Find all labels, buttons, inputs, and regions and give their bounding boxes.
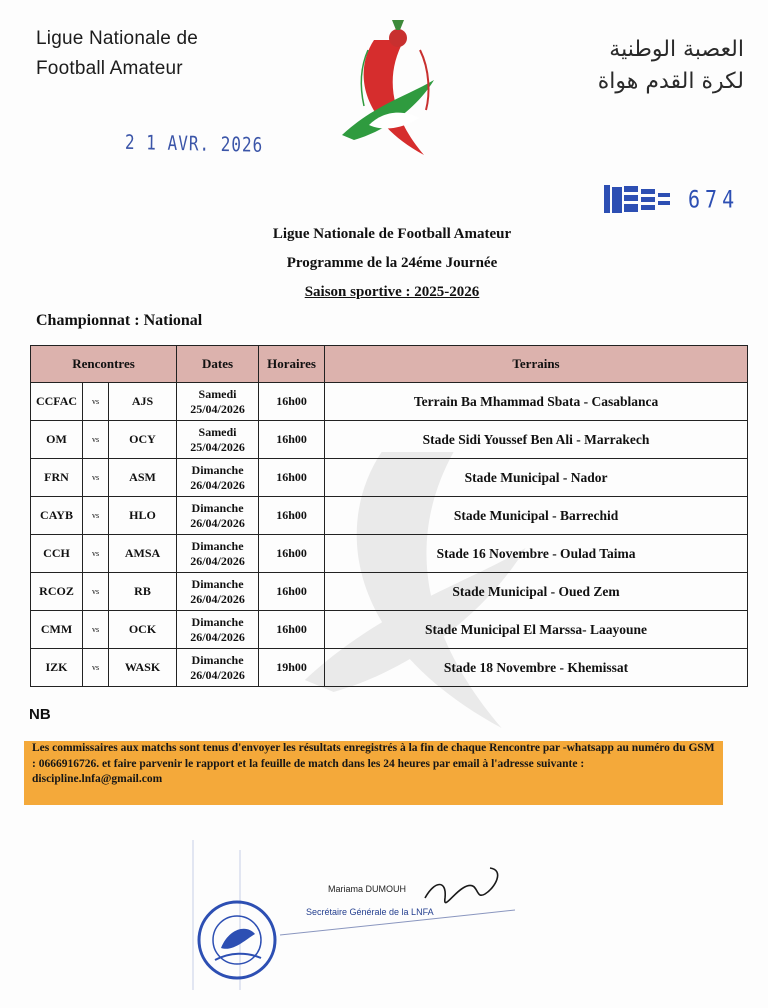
table-row [31, 383, 748, 421]
match-venue: Stade Municipal - Nador [325, 459, 748, 497]
match-time: 16h00 [259, 421, 325, 459]
match-date [177, 421, 259, 459]
match-time: 16h00 [259, 535, 325, 573]
match-venue: Stade Municipal - Oued Zem [325, 573, 748, 611]
schedule-table [30, 345, 748, 687]
match-date-value: 26/04/2026 [190, 477, 245, 492]
vs-label: vs [83, 459, 109, 497]
match-date-value: 25/04/2026 [190, 439, 245, 454]
header-venues: Terrains [325, 346, 748, 383]
table-row [31, 611, 748, 649]
match-venue: Stade 18 Novembre - Khemissat [325, 649, 748, 687]
match-date [177, 649, 259, 687]
org-name-french-line1: Ligue Nationale de [36, 28, 199, 49]
match-time: 16h00 [259, 383, 325, 421]
match-day: Dimanche [191, 652, 244, 667]
away-team: OCK [109, 611, 177, 649]
home-team: IZK [31, 649, 83, 687]
table-row [31, 573, 748, 611]
reference-barcode-icon [604, 183, 686, 215]
away-team: OCY [109, 421, 177, 459]
table-header-row [31, 346, 748, 383]
table-row [31, 497, 748, 535]
match-day: Dimanche [191, 576, 244, 591]
org-name-arabic [598, 34, 744, 98]
championship-label: Championnat : National [36, 312, 203, 329]
match-venue: Terrain Ba Mhammad Sbata - Casablanca [325, 383, 748, 421]
match-date-value: 26/04/2026 [190, 515, 245, 530]
header-dates: Dates [177, 346, 259, 383]
season-title: Saison sportive : 2025-2026 [304, 284, 480, 300]
match-day: Dimanche [191, 538, 244, 553]
table-row [31, 649, 748, 687]
home-team: FRN [31, 459, 83, 497]
vs-label: vs [83, 573, 109, 611]
org-name-french [36, 24, 198, 84]
signatory-title: Secrétaire Générale de la LNFA [306, 907, 434, 917]
home-team: CMM [31, 611, 83, 649]
org-name-arabic-line2: لكرة القدم هواة [597, 69, 744, 94]
match-day: Dimanche [191, 462, 244, 477]
reference-number: 674 [688, 184, 740, 214]
match-date [177, 497, 259, 535]
match-time: 16h00 [259, 459, 325, 497]
vs-label: vs [83, 611, 109, 649]
match-date [177, 459, 259, 497]
match-venue: Stade Municipal - Barrechid [325, 497, 748, 535]
match-day: Dimanche [191, 500, 244, 515]
away-team: AJS [109, 383, 177, 421]
org-name-french-line2: Football Amateur [36, 58, 183, 79]
match-date-value: 26/04/2026 [190, 667, 245, 682]
match-venue: Stade Municipal El Marssa- Laayoune [325, 611, 748, 649]
notice-box: Les commissaires aux matchs sont tenus d'envoyer les résultats enregistrés à la fin de chaque Rencontre par -whatsapp au numéro du GSM : 0666916726. et faire parvenir le rapport et la feuille de match dans les 24 heures par email à l'adresse suivante : discipline.lnfa@gmail.com [24, 741, 723, 805]
vs-label: vs [83, 383, 109, 421]
header-times: Horaires [259, 346, 325, 383]
home-team: RCOZ [31, 573, 83, 611]
table-row [31, 535, 748, 573]
table-row [31, 459, 748, 497]
match-time: 16h00 [259, 497, 325, 535]
nb-label: NB [29, 706, 51, 723]
match-date-value: 26/04/2026 [190, 629, 245, 644]
away-team: HLO [109, 497, 177, 535]
match-date-value: 25/04/2026 [190, 401, 245, 416]
lnfa-logo [334, 10, 446, 160]
home-team: CAYB [31, 497, 83, 535]
match-date-value: 26/04/2026 [190, 553, 245, 568]
org-name-arabic-line1: العصبة الوطنية [609, 37, 744, 62]
home-team: CCH [31, 535, 83, 573]
away-team: AMSA [109, 535, 177, 573]
title-block [0, 220, 768, 307]
match-time: 19h00 [259, 649, 325, 687]
away-team: WASK [109, 649, 177, 687]
vs-label: vs [83, 497, 109, 535]
match-day: Samedi [198, 424, 237, 439]
match-time: 16h00 [259, 611, 325, 649]
match-date [177, 383, 259, 421]
received-date-stamp: 2 1 AVR. 2026 [124, 130, 264, 157]
away-team: RB [109, 573, 177, 611]
vs-label: vs [83, 649, 109, 687]
home-team: CCFAC [31, 383, 83, 421]
title-line1: Ligue Nationale de Football Amateur [272, 226, 512, 242]
title-line2: Programme de la 24éme Journée [286, 255, 498, 271]
match-date [177, 611, 259, 649]
table-row [31, 421, 748, 459]
match-date [177, 535, 259, 573]
match-day: Dimanche [191, 614, 244, 629]
match-day: Samedi [198, 386, 237, 401]
vs-label: vs [83, 535, 109, 573]
header-matches: Rencontres [31, 346, 177, 383]
vs-label: vs [83, 421, 109, 459]
match-date [177, 573, 259, 611]
reference-stamp [604, 183, 739, 215]
away-team: ASM [109, 459, 177, 497]
match-venue: Stade Sidi Youssef Ben Ali - Marrakech [325, 421, 748, 459]
match-venue: Stade 16 Novembre - Oulad Taima [325, 535, 748, 573]
signatory-name: Mariama DUMOUH [328, 884, 407, 894]
home-team: OM [31, 421, 83, 459]
match-time: 16h00 [259, 573, 325, 611]
match-date-value: 26/04/2026 [190, 591, 245, 606]
